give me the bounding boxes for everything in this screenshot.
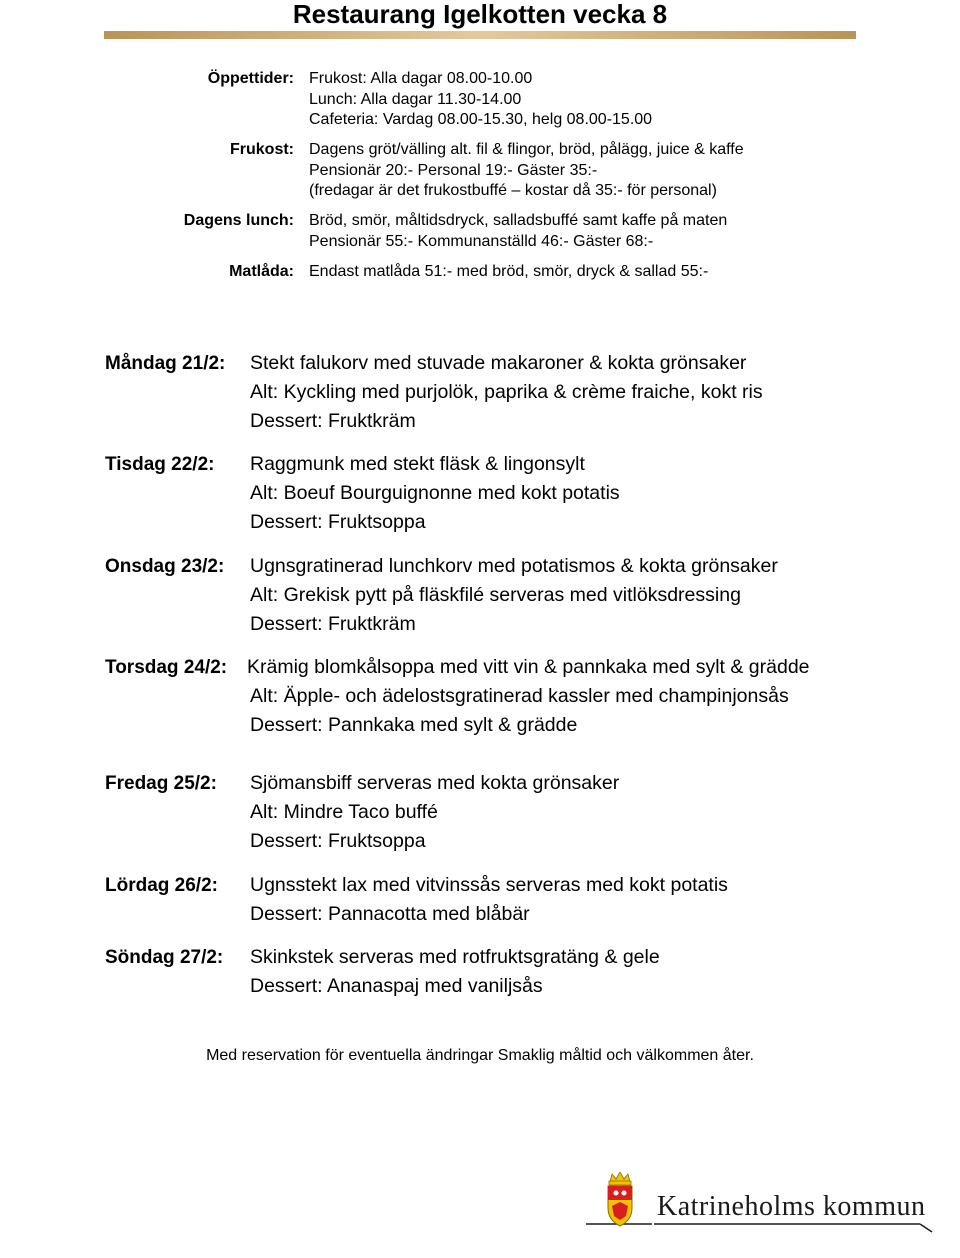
breakfast-line: Dagens gröt/välling alt. fil & flingor, bröd, pålägg, juice & kaffe [309, 141, 744, 158]
title-underline [104, 31, 856, 39]
day-label-monday: Måndag 21/2: [105, 353, 226, 374]
day-label-saturday: Lördag 26/2: [105, 875, 218, 896]
menu-line: Dessert: Pannkaka med sylt & grädde [250, 714, 578, 736]
menu-line: Krämig blomkålsoppa med vitt vin & pannkaka med sylt & grädde [247, 656, 810, 678]
day-label-thursday: Torsdag 24/2: [105, 657, 228, 678]
menu-line: Stekt falukorv med stuvade makaroner & kokta grönsaker [250, 352, 747, 374]
menu-line: Dessert: Pannacotta med blåbär [250, 903, 530, 925]
breakfast-label: Frukost: [230, 141, 294, 158]
opening-hours-label: Öppettider: [207, 70, 294, 87]
footer-note: Med reservation för eventuella ändringar Smaklig måltid och välkommen åter. [206, 1047, 754, 1064]
menu-line: Alt: Boeuf Bourguignonne med kokt potatis [250, 482, 620, 504]
lunch-line: Bröd, smör, måltidsdryck, salladsbuffé samt kaffe på maten [309, 212, 728, 229]
lunchbox-line: Endast matlåda 51:- med bröd, smör, dryck & sallad 55:- [309, 263, 709, 280]
menu-line: Dessert: Fruktsoppa [250, 830, 426, 852]
opening-hours-line: Lunch: Alla dagar 11.30-14.00 [309, 91, 522, 108]
day-label-sunday: Söndag 27/2: [105, 947, 224, 968]
breakfast-line: Pensionär 20:- Personal 19:- Gäster 35:- [309, 162, 598, 179]
menu-line: Skinkstek serveras med rotfruktsgratäng & gele [250, 946, 660, 968]
lunchbox-label: Matlåda: [229, 263, 294, 280]
menu-line: Dessert: Ananaspaj med vaniljsås [250, 975, 543, 997]
municipal-coat-of-arms-icon [608, 1172, 632, 1226]
menu-line: Raggmunk med stekt fläsk & lingonsylt [250, 453, 585, 475]
menu-line: Dessert: Fruktsoppa [250, 511, 426, 533]
menu-line: Ugnsgratinerad lunchkorv med potatismos & kokta grönsaker [250, 555, 778, 577]
menu-line: Dessert: Fruktkräm [250, 613, 416, 635]
menu-line: Sjömansbiff serveras med kokta grönsaker [250, 772, 620, 794]
breakfast-line: (fredagar är det frukostbuffé – kostar då 35:- för personal) [309, 182, 717, 199]
page-title: Restaurang Igelkotten vecka 8 [292, 0, 668, 29]
lunch-label: Dagens lunch: [183, 212, 294, 229]
menu-line: Ugnsstekt lax med vitvinssås serveras med kokt potatis [250, 874, 728, 896]
day-label-friday: Fredag 25/2: [105, 773, 217, 794]
menu-line: Alt: Kyckling med purjolök, paprika & crème fraiche, kokt ris [250, 381, 763, 403]
lunch-line: Pensionär 55:- Kommunanställd 46:- Gäster 68:- [309, 233, 654, 250]
menu-line: Alt: Mindre Taco buffé [250, 801, 438, 823]
logo-text: Katrineholms kommun [657, 1191, 926, 1222]
opening-hours-line: Cafeteria: Vardag 08.00-15.30, helg 08.00-15.00 [309, 111, 653, 128]
menu-line: Alt: Äpple- och ädelostsgratinerad kassler med champinjonsås [250, 685, 789, 707]
day-label-wednesday: Onsdag 23/2: [105, 556, 225, 577]
menu-line: Alt: Grekisk pytt på fläskfilé serveras med vitlöksdressing [250, 584, 741, 606]
opening-hours-line: Frukost: Alla dagar 08.00-10.00 [309, 70, 533, 87]
menu-line: Dessert: Fruktkräm [250, 410, 416, 432]
day-label-tuesday: Tisdag 22/2: [105, 454, 215, 475]
